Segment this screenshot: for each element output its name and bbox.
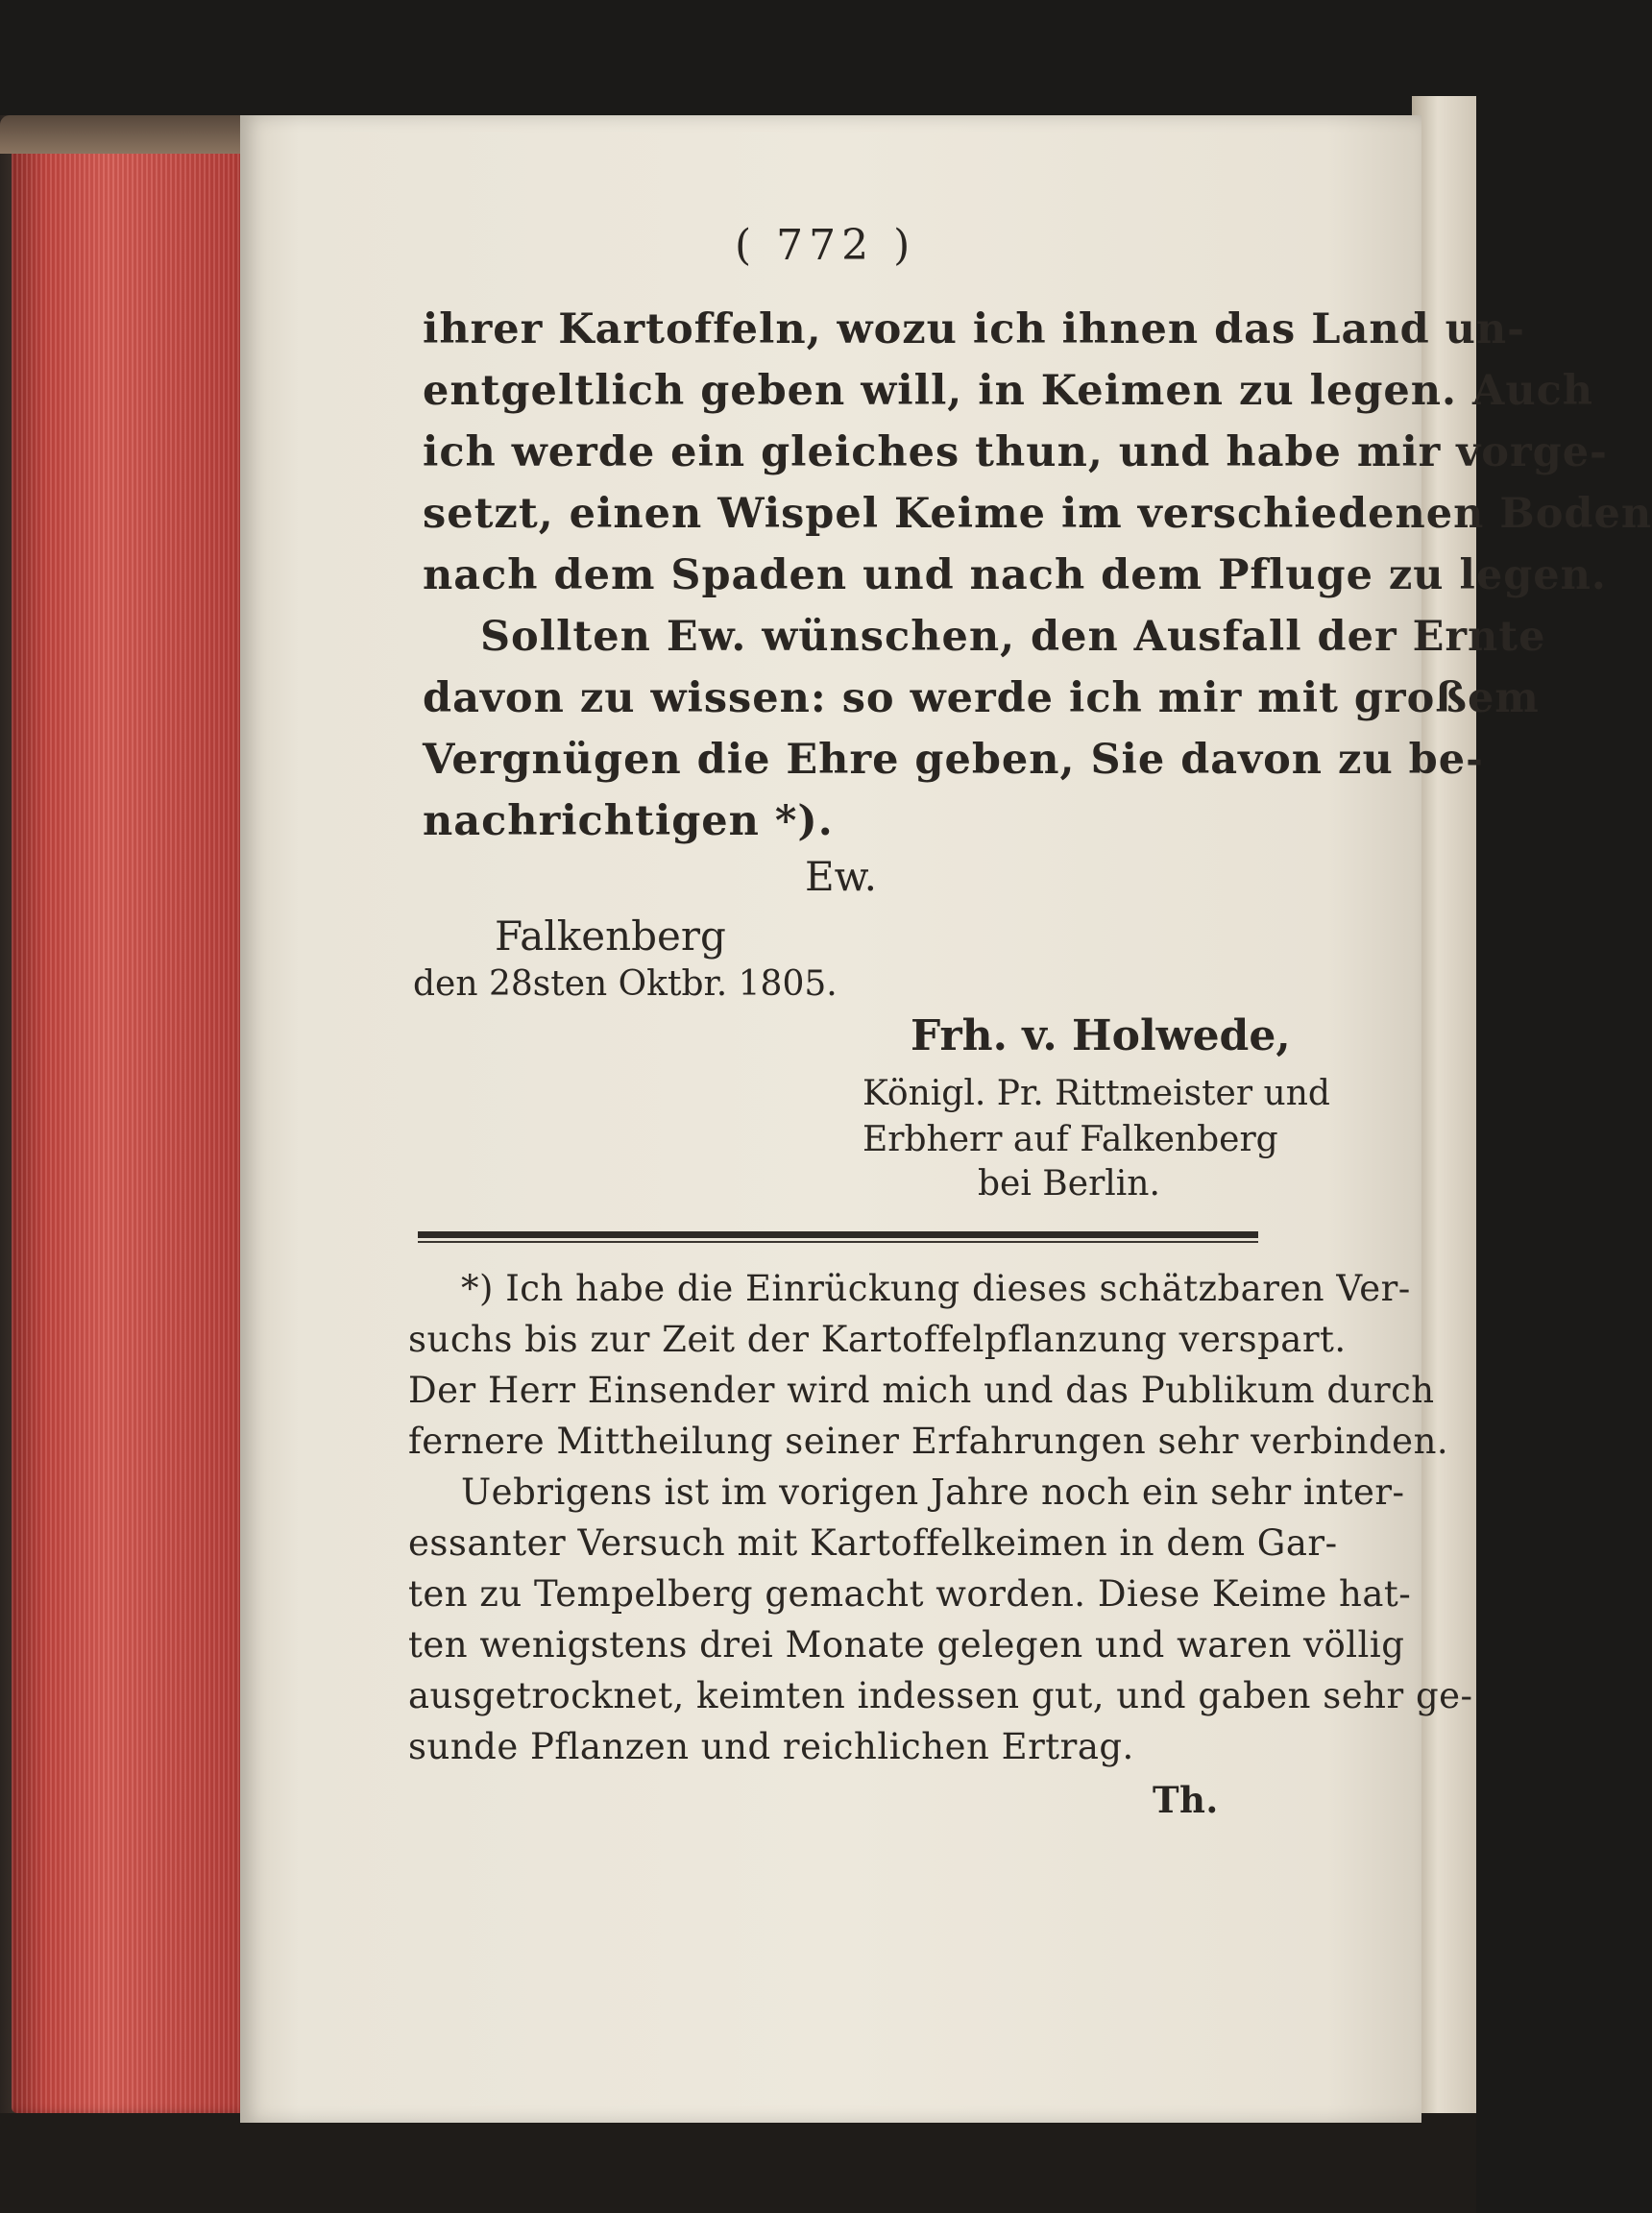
red-page-edges — [12, 144, 252, 2113]
footnote-line: fernere Mittheilung seiner Erfahrungen sehr verbinden. — [408, 1421, 1449, 1462]
footnote-line: ausgetrocknet, keimten indessen gut, und gaben sehr ge- — [408, 1675, 1473, 1716]
body-line: entgeltlich geben will, in Keimen zu legen. Auch — [423, 367, 1594, 415]
signer-title: Königl. Pr. Rittmeister und — [862, 1074, 1330, 1113]
footnote-line: Uebrigens ist im vorigen Jahre noch ein sehr inter- — [461, 1471, 1405, 1513]
body-line: nach dem Spaden und nach dem Pfluge zu legen. — [423, 551, 1607, 599]
body-line: davon zu wissen: so werde ich mir mit großem — [423, 674, 1540, 722]
page-number-header: ( 772 ) — [735, 221, 916, 270]
background-bottom — [0, 2113, 1476, 2213]
footnote-signoff: Th. — [1153, 1779, 1219, 1821]
book-spine-top — [0, 115, 250, 154]
body-line: ihrer Kartoffeln, wozu ich ihnen das Land un- — [423, 305, 1525, 353]
signature: Frh. v. Holwede, — [911, 1011, 1291, 1060]
footnote-line: suchs bis zur Zeit der Kartoffelpflanzung verspart. — [408, 1319, 1347, 1360]
signer-title: Erbherr auf Falkenberg — [862, 1120, 1278, 1159]
place-name: Falkenberg — [495, 912, 726, 960]
signer-location: bei Berlin. — [978, 1164, 1160, 1204]
salutation: Ew. — [805, 853, 877, 900]
footnote-line: *) Ich habe die Einrückung dieses schätzbaren Ver- — [461, 1268, 1411, 1309]
body-line: Vergnügen die Ehre geben, Sie davon zu be- — [423, 736, 1484, 784]
letter-date: den 28sten Oktbr. 1805. — [413, 964, 838, 1004]
footnote-line: sunde Pflanzen und reichlichen Ertrag. — [408, 1726, 1134, 1767]
footnote-line: ten zu Tempelberg gemacht worden. Diese Keime hat- — [408, 1573, 1412, 1615]
body-line: setzt, einen Wispel Keime im verschiedenen Boden — [423, 490, 1652, 538]
body-line: ich werde ein gleiches thun, und habe mir vorge- — [423, 428, 1608, 476]
book-page — [240, 115, 1421, 2123]
body-line: Sollten Ew. wünschen, den Ausfall der Ernte — [480, 613, 1546, 661]
footnote-line: ten wenigstens drei Monate gelegen und waren völlig — [408, 1624, 1405, 1666]
footnote-line: Der Herr Einsender wird mich und das Publikum durch — [408, 1370, 1435, 1411]
footnote-divider — [418, 1231, 1258, 1238]
body-line: nachrichtigen *). — [423, 797, 834, 845]
footnote-line: essanter Versuch mit Kartoffelkeimen in dem Gar- — [408, 1522, 1338, 1564]
